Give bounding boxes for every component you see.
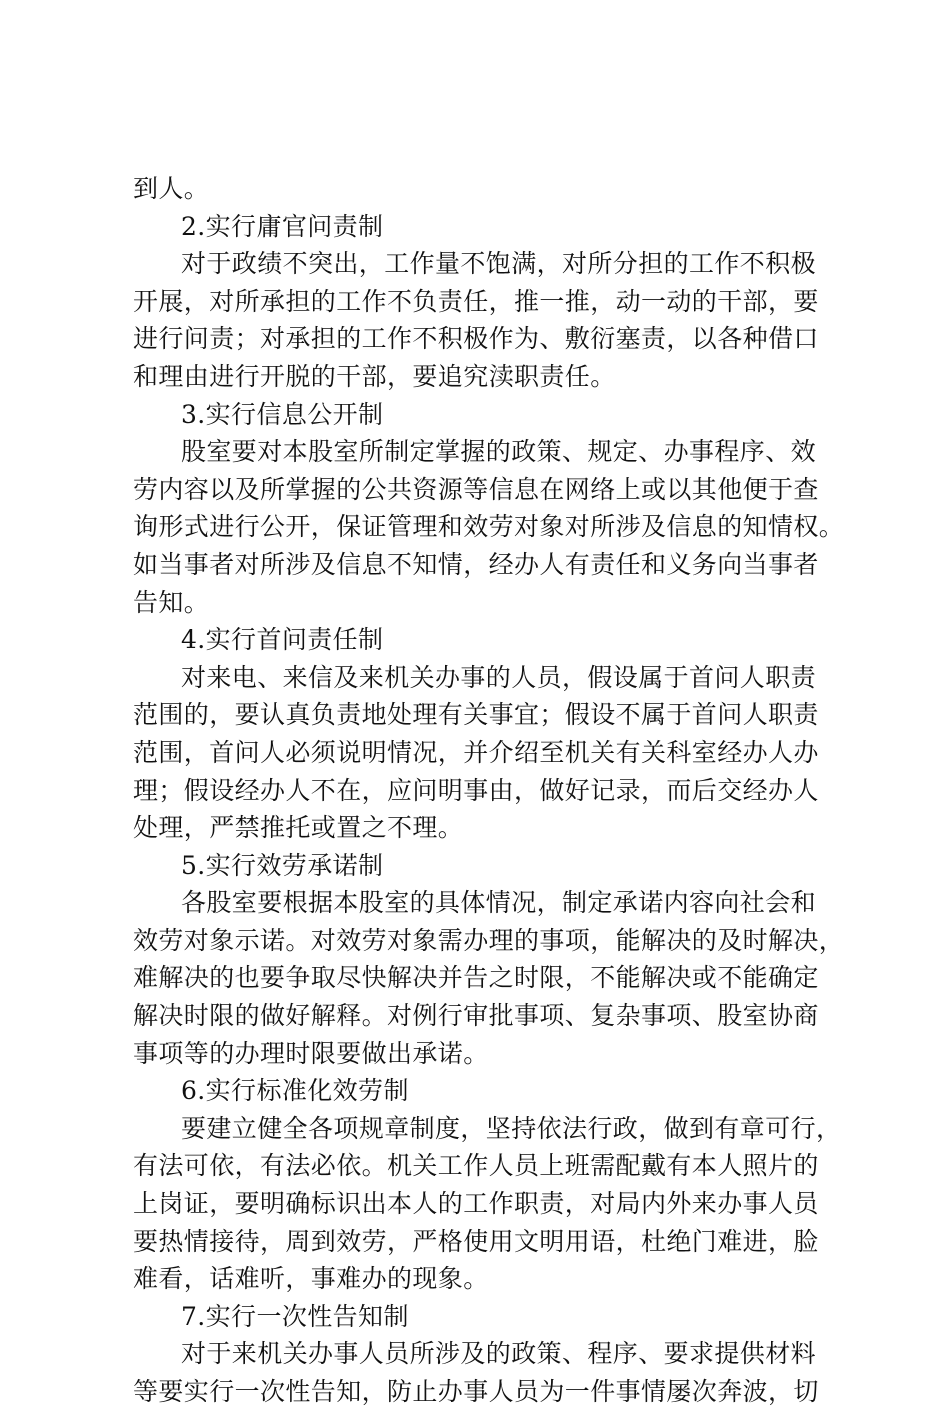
text-line: 如当事者对所涉及信息不知情，经办人有责任和义务向当事者 [133,549,819,579]
text-line: 3.实行信息公开制 [181,399,384,429]
text-line: 事项等的办理时限要做出承诺。 [133,1038,489,1068]
text-line: 5.实行效劳承诺制 [181,850,384,880]
text-line: 到人。 [133,174,210,203]
text-line: 要热情接待，周到效劳，严格使用文明用语，杜绝门难进，脸 [133,1226,819,1256]
text-line: 开展，对所承担的工作不负责任，推一推，动一动的干部，要 [133,286,819,316]
text-line: 股室要对本股室所制定掌握的政策、规定、办事程序、效 [181,437,817,467]
text-line: 难看，话难听，事难办的现象。 [133,1264,489,1294]
text-line: 处理，严禁推托或置之不理。 [133,813,464,843]
text-line: 和理由进行开脱的干部，要追究渎职责任。 [133,361,616,391]
text-line: 各股室要根据本股室的具体情况，制定承诺内容向社会和 [181,888,817,918]
text-line: 询形式进行公开，保证管理和效劳对象对所涉及信息的知情权。 [133,512,845,542]
text-line: 对来电、来信及来机关办事的人员，假设属于首问人职责 [181,662,817,692]
text-line: 对于来机关办事人员所涉及的政策、程序、要求提供材料 [181,1339,817,1369]
text-line: 进行问责；对承担的工作不积极作为、敷衍塞责，以各种借口 [133,324,819,354]
text-line: 难解决的也要争取尽快解决并告之时限，不能解决或不能确定 [133,963,819,993]
text-line: 6.实行标准化效劳制 [181,1076,409,1106]
text-line: 范围，首问人必须说明情况，并介绍至机关有关科室经办人办 [133,737,819,767]
text-line: 劳内容以及所掌握的公共资源等信息在网络上或以其他便于查 [133,474,819,504]
text-line: 等要实行一次性告知，防止办事人员为一件事情屡次奔波，切 [133,1377,819,1406]
text-line: 解决时限的做好解释。对例行审批事项、复杂事项、股室协商 [133,1001,819,1031]
text-line: 要建立健全各项规章制度，坚持依法行政，做到有章可行， [181,1113,842,1143]
text-line: 7.实行一次性告知制 [181,1301,409,1331]
text-line: 对于政绩不突出，工作量不饱满，对所分担的工作不积极 [181,249,817,279]
text-line: 效劳对象示诺。对效劳对象需办理的事项，能解决的及时解决， [133,925,845,955]
text-line: 上岗证，要明确标识出本人的工作职责，对局内外来办事人员 [133,1189,819,1219]
text-line: 范围的，要认真负责地处理有关事宜；假设不属于首问人职责 [133,700,819,730]
text-line: 2.实行庸官问责制 [181,211,384,241]
text-line: 理；假设经办人不在，应问明事由，做好记录，而后交经办人 [133,775,819,805]
document-body [133,170,845,1411]
text-line: 有法可依，有法必依。机关工作人员上班需配戴有本人照片的 [133,1151,819,1181]
text-line: 4.实行首问责任制 [181,625,384,655]
text-line: 告知。 [133,587,210,617]
